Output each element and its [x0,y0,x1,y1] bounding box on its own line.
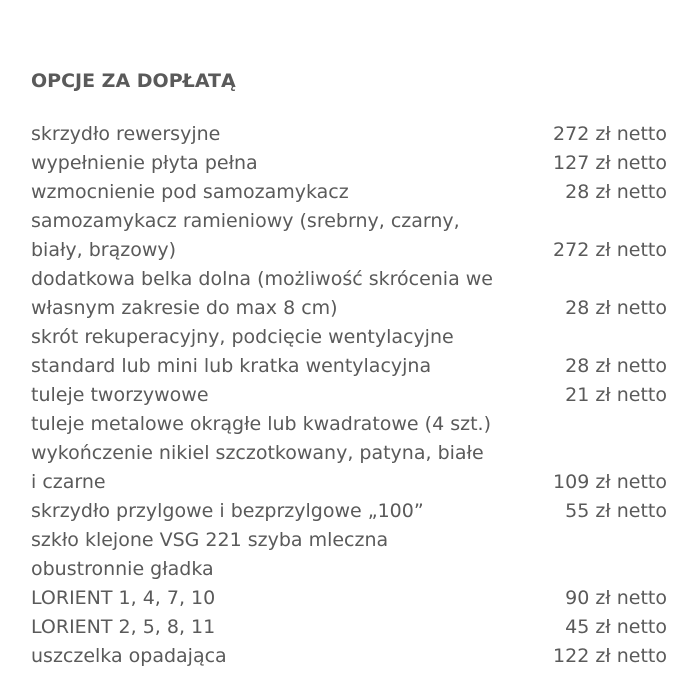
item-price: 90 zł netto [565,587,667,609]
item-description: LORIENT 1, 4, 7, 10 [31,587,216,609]
price-list-item [31,410,667,497]
item-price: 272 zł netto [553,123,667,145]
price-list-item [31,497,667,526]
item-description: tuleje metalowe okrągłe lub kwadratowe (4 szt.) wykończenie nikiel szczotkowany, patyna, białe i czarne [31,413,491,493]
price-list-item [31,265,667,323]
item-price: 28 zł netto [565,355,667,377]
price-list-item [31,178,667,207]
price-list-item [31,381,667,410]
item-description: skrót rekuperacyjny, podcięcie wentylacyjne standard lub mini lub kratka wentylacyjna [31,326,454,377]
price-list-item [31,613,667,642]
item-price: 28 zł netto [565,181,667,203]
price-list-item [31,584,667,613]
item-description: dodatkowa belka dolna (możliwość skrócenia we własnym zakresie do max 8 cm) [31,268,493,319]
item-description: wzmocnienie pod samozamykacz [31,181,349,203]
item-price: 55 zł netto [565,500,667,522]
price-list-item [31,120,667,149]
item-description: samozamykacz ramieniowy (srebrny, czarny, biały, brązowy) [31,210,460,261]
item-price: 122 zł netto [553,645,667,667]
item-price: 127 zł netto [553,152,667,174]
price-list [31,120,667,671]
item-description: szkło klejone VSG 221 szyba mleczna obustronnie gładka [31,529,389,580]
item-price: 109 zł netto [553,471,667,493]
item-price: 272 zł netto [553,239,667,261]
item-price: 45 zł netto [565,616,667,638]
item-description: LORIENT 2, 5, 8, 11 [31,616,216,638]
section-heading: OPCJE ZA DOPŁATĄ [31,70,236,92]
item-description: skrzydło przylgowe i bezprzylgowe „100” [31,500,424,522]
price-list-item [31,207,667,265]
price-list-item [31,149,667,178]
price-list-item [31,526,667,584]
price-list-item [31,323,667,381]
item-description: tuleje tworzywowe [31,384,209,406]
price-list-item [31,642,667,671]
item-price: 28 zł netto [565,297,667,319]
item-description: wypełnienie płyta pełna [31,152,258,174]
item-price: 21 zł netto [565,384,667,406]
item-description: skrzydło rewersyjne [31,123,221,145]
item-description: uszczelka opadająca [31,645,227,667]
